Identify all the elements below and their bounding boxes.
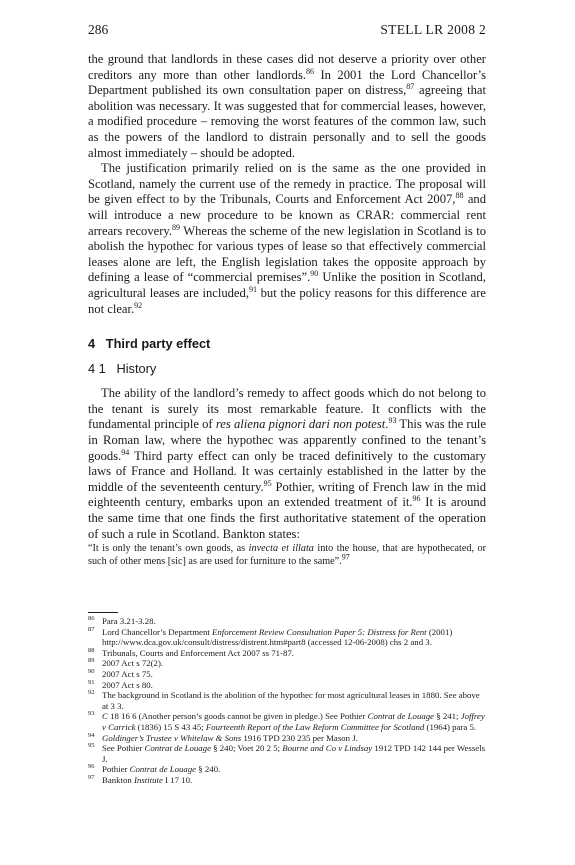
text-run: Unlike the position in Scotland, agricultural leases are included, — [88, 270, 486, 300]
footnote-text: Pothier — [102, 764, 130, 775]
footnote-number: 92 — [88, 689, 95, 697]
section-heading — [88, 336, 486, 352]
text-run: “It is only the tenant’s own goods, as — [88, 543, 249, 555]
latin-maxim: res aliena pignori dari non potest — [215, 417, 386, 432]
footnote-94 — [88, 733, 486, 744]
text-run: but the policy reasons for this difference are not clear. — [88, 285, 486, 316]
text-run: The justification primarily relied on is the same as the one provided in Scotland, namely the current use of the remedy in practice. The proposal will be given effect to by the Tribunals, Courts and Enforcement Act 2007, — [88, 161, 486, 207]
text-run: This was the rule in Roman law, where the hypothec was apparently confined to the tenant’s goods. — [88, 417, 486, 463]
text-run: and will introduce a new procedure to be known as CRAR: commercial rent arrears recovery. — [88, 192, 486, 238]
footnote-ref[interactable]: 91 — [248, 284, 257, 294]
footnote-text: Bankton — [102, 774, 135, 785]
case-name: Bourne and Co v Lindsay — [282, 743, 373, 754]
section-title: Third party effect — [105, 336, 211, 352]
subsection-heading — [88, 361, 486, 377]
footnote-90 — [88, 669, 486, 680]
footnote-text: § 241; — [434, 711, 461, 722]
footnote-text: § 240; Voet 20 2 5; — [210, 743, 283, 754]
footnote-93 — [88, 711, 486, 732]
footnote-text: Lord Chancellor’s Department — [102, 626, 213, 637]
footnote-97 — [88, 775, 486, 786]
body-text — [88, 52, 486, 568]
footnote-text: 2007 Act s 72(2). — [102, 658, 164, 669]
footnote-text: 1912 TPD 142 144 per Wessels J. — [102, 743, 486, 764]
footnote-ref[interactable]: 86 — [306, 66, 315, 76]
publication-title: Contrat de Louage — [144, 743, 211, 754]
footnote-ref[interactable]: 88 — [455, 191, 464, 201]
footnote-number: 89 — [88, 657, 95, 665]
footnote-text: § 240. — [196, 764, 221, 775]
footnote-text: (2001) http://www.dca.gov.uk/consult/distress/distrent.htm#part8 (accessed 12-06-2008) chs 2 and 3. — [102, 626, 453, 648]
footnote-number: 93 — [88, 710, 95, 718]
footnote-92 — [88, 690, 486, 711]
footnote-ref[interactable]: 93 — [388, 416, 397, 426]
text-run: The ability of the landlord’s remedy to affect goods which do not belong to the tenant is surely its most remarkable feature. It conflicts with the fundamental principle of — [88, 386, 486, 432]
footnote-text: 2007 Act s 75. — [102, 668, 153, 679]
subsection-number: 4 1 — [88, 360, 106, 376]
page-header — [88, 22, 486, 40]
footnote-number: 97 — [88, 773, 95, 781]
footnote-text: 2007 Act s 80. — [102, 679, 153, 690]
footnote-ref[interactable]: 87 — [406, 82, 415, 91]
running-head: STELL LR 2008 2 — [380, 22, 486, 37]
footnote-text: See Pothier — [102, 743, 145, 754]
footnote-text: Para 3.21-3.28. — [102, 616, 156, 626]
publication-title: Enforcement Review Consultation Paper 5: Distress for Rent — [212, 626, 427, 637]
footnote-91 — [88, 680, 486, 691]
publication-title: Institute — [134, 774, 163, 785]
text-run: Whereas the scheme of the new legislation in Scotland is to abolish the hypothec for various types of lease so that effectively commercial leases alone are left, the English legislation takes the opposite approach by defining a lease of “commercial premises”. — [88, 223, 486, 285]
case-name: Joffrey v Carrick — [102, 711, 485, 732]
footnote-number: 96 — [88, 763, 95, 771]
footnote-text: I 17 10. — [162, 774, 193, 785]
text-run: Third party effect can only be traced definitively to the customary laws of France and Holland. It was certainly established in the latter by the middle of the seventeenth century. — [88, 448, 486, 494]
footnote-ref[interactable]: 95 — [263, 478, 272, 488]
latin-phrase: invecta et illata — [248, 543, 314, 555]
footnote-number: 90 — [88, 667, 95, 675]
footnote-number: 86 — [88, 615, 95, 622]
text-run: . — [385, 417, 389, 432]
text-run: Pothier, writing of French law in the mid eighteenth century, embarks upon an extended treatment of it. — [88, 479, 486, 510]
footnote-86 — [88, 616, 486, 627]
footnote-ref[interactable]: 90 — [310, 269, 319, 279]
footnote-number: 94 — [88, 731, 95, 739]
paragraph-1 — [88, 52, 486, 161]
footnote-text: The background in Scotland is the abolition of the hypothec for most agricultural leases in 1880. See above at 3 3. — [102, 690, 480, 711]
footnotes — [88, 612, 486, 786]
paragraph-2 — [88, 161, 486, 317]
subsection-title: History — [116, 360, 157, 376]
footnote-text: 18 16 6 (Another person’s goods cannot be given in pledge.) See Pothier — [107, 711, 368, 722]
footnote-number: 91 — [88, 678, 95, 686]
publication-title: Contrat de Louage — [129, 764, 197, 775]
footnote-ref[interactable]: 96 — [412, 494, 421, 504]
footnote-95 — [88, 743, 486, 764]
footnote-87 — [88, 627, 486, 648]
text-run: the ground that landlords in these cases did not deserve a priority over other creditors any more than other landlords. — [88, 52, 486, 82]
text-run: agreeing that abolition was necessary. It was suggested that for commercial leases, however, a modified procedure – removing the worst features of the common law, such as the powers of the landlord to distrain personally and to sell the goods almost immediately – should be adopted. — [88, 83, 486, 160]
footnote-text: (1836) 15 S 43 45; — [135, 721, 206, 732]
footnote-number: 87 — [88, 625, 95, 633]
block-quote — [88, 542, 486, 568]
page-number: 286 — [88, 22, 109, 37]
footnote-ref[interactable]: 92 — [134, 300, 143, 310]
footnote-ref[interactable]: 89 — [172, 222, 181, 232]
footnote-89 — [88, 658, 486, 669]
source-abbrev: C — [102, 711, 108, 722]
footnote-number: 88 — [88, 646, 95, 654]
footnote-text: (1964) para 5. — [424, 721, 477, 732]
text-run: It is around the same time that one finds the first authoritative statement of the operation of such a rule in Scotland. Bankton states: — [88, 495, 487, 541]
text-run: In 2001 the Lord Chancellor’s Department published its own consultation paper on distress, — [88, 67, 486, 98]
footnote-number: 95 — [88, 742, 95, 750]
section-number: 4 — [88, 336, 96, 352]
publication-title: Contrat de Louage — [367, 711, 435, 722]
paragraph-3 — [88, 386, 486, 542]
case-name: Goldinger’s Trustee v Whitelaw & Sons — [102, 732, 242, 743]
footnote-96 — [88, 764, 486, 775]
text-run: into the house, that are hypothecated, or such of other mens [sic] as are used for furniture to the same”. — [88, 543, 487, 568]
footnote-ref[interactable]: 97 — [341, 552, 350, 562]
footnote-rule — [88, 612, 118, 613]
footnote-ref[interactable]: 94 — [121, 447, 130, 457]
footnote-88 — [88, 648, 486, 659]
footnote-text: Tribunals, Courts and Enforcement Act 2007 ss 71-87. — [102, 647, 294, 658]
footnote-text: 1916 TPD 230 235 per Mason J. — [241, 732, 358, 743]
publication-title: Fourteenth Report of the Law Reform Committee for Scotland — [205, 721, 425, 732]
